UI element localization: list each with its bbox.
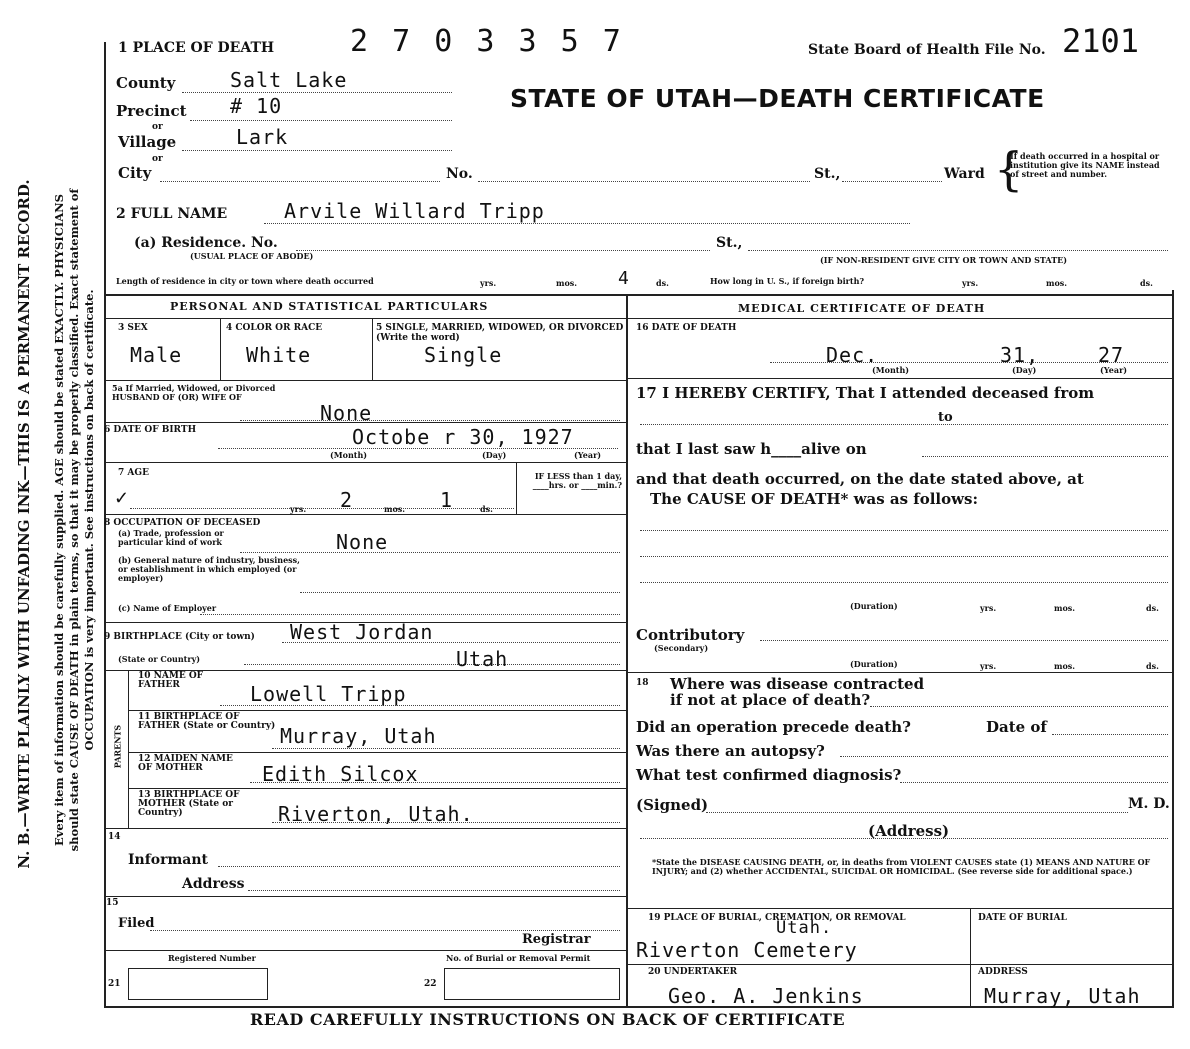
registrar-label: Registrar <box>522 932 591 947</box>
age-checkmark: ✓ <box>114 488 130 509</box>
secondary-caption: (Secondary) <box>654 643 709 653</box>
marital-value: Single <box>424 343 503 367</box>
length-yrs: yrs. <box>480 278 497 288</box>
birth-label: 6 DATE OF BIRTH <box>104 425 197 435</box>
row-rule-9 <box>128 788 628 789</box>
birth-state-caption: (State or Country) <box>118 654 201 664</box>
section-14-number: 14 <box>108 832 121 842</box>
certify-label: 17 I HEREBY CERTIFY, That I attended deceased from <box>636 384 1095 402</box>
medical-rule-3 <box>626 908 1174 909</box>
duration-yrs: yrs. <box>980 603 997 613</box>
residence-line <box>296 250 710 251</box>
attended-line <box>640 424 1168 425</box>
informant-line <box>218 866 620 867</box>
row-rule-3 <box>104 462 628 463</box>
occupation-line <box>240 552 620 553</box>
residence-st-line <box>748 250 1168 251</box>
where-contracted-label: Where was disease contracted if not at place of death? <box>670 675 925 709</box>
row-rule-7 <box>128 710 628 711</box>
county-label: County <box>116 74 176 92</box>
undertaker-label: 20 UNDERTAKER <box>648 967 738 977</box>
occurred-label: and that death occurred, on the date stated above, at <box>636 470 1084 488</box>
spouse-label: 5a If Married, Widowed, or Divorced HUSBAND OF (OR) WIFE OF <box>112 383 276 402</box>
section-15-number: 15 <box>106 898 119 908</box>
no-label: No. <box>446 166 473 182</box>
county-value: Salt Lake <box>230 68 348 92</box>
color-value: White <box>246 343 312 367</box>
duration-yrs-2: yrs. <box>980 661 997 671</box>
birthplace-label: 9 BIRTHPLACE (City or town) <box>104 632 255 642</box>
cause-line-1 <box>640 530 1168 531</box>
sex-label: 3 SEX <box>118 323 148 333</box>
duration-mos-2: mos. <box>1054 661 1076 671</box>
birth-year-caption: (Year) <box>574 450 602 460</box>
age-days-value: 1 <box>440 488 454 512</box>
industry-line <box>300 592 620 593</box>
informant-label: Informant <box>128 852 208 868</box>
death-month-caption: (Month) <box>872 365 910 375</box>
contributory-line <box>760 640 1168 641</box>
section-18-number: 18 <box>636 678 649 688</box>
sex-value: Male <box>130 343 183 367</box>
undertaker-address-label: ADDRESS <box>978 967 1028 977</box>
informant-address-line <box>248 890 620 891</box>
parents-divider <box>128 670 129 828</box>
side-instructions <box>15 24 41 1024</box>
mother-value: Edith Silcox <box>262 762 419 786</box>
side-line-1: N. B.—WRITE PLAINLY WITH UNFADING INK—THIS IS A PERMANENT RECORD. <box>15 179 33 869</box>
color-label: 4 COLOR OR RACE <box>226 323 323 333</box>
village-value: Lark <box>236 125 289 149</box>
cause-label: The CAUSE OF DEATH* was as follows: <box>650 490 979 508</box>
test-label: What test confirmed diagnosis? <box>636 766 902 784</box>
row-rule-4 <box>104 514 628 515</box>
foreign-mos: mos. <box>1046 278 1068 288</box>
row-rule-1 <box>104 380 628 381</box>
precinct-line <box>190 120 452 121</box>
duration-ds-2: ds. <box>1146 661 1159 671</box>
father-birthplace-label: 11 BIRTHPLACE OF FATHER (State or Country) <box>138 712 276 731</box>
father-birthplace-line <box>272 748 620 749</box>
informant-address-label: Address <box>182 876 245 892</box>
st-label: St., <box>814 166 841 182</box>
filed-label: Filed <box>118 916 155 931</box>
age-label: 7 AGE <box>118 468 149 478</box>
spouse-line <box>240 420 620 421</box>
certificate-title: STATE OF UTAH—DEATH CERTIFICATE <box>510 84 1045 113</box>
burial-permit-box <box>444 968 620 1000</box>
section-22-number: 22 <box>424 979 437 989</box>
death-day-caption: (Day) <box>1012 365 1037 375</box>
occupation-b-label: (b) General nature of industry, business, or establishment in which employed (or employer) <box>118 555 300 583</box>
file-no-value: 2101 <box>1062 22 1140 60</box>
birthplace-value: West Jordan <box>290 620 434 644</box>
full-name-value: Arvile Willard Tripp <box>284 199 545 223</box>
foreign-ds: ds. <box>1140 278 1153 288</box>
column-divider <box>626 294 628 1006</box>
undertaker-address-value: Murray, Utah <box>984 984 1141 1008</box>
occupation-label: 8 OCCUPATION OF DECEASED <box>104 518 261 528</box>
birth-month-caption: (Month) <box>330 450 368 460</box>
employer-line <box>200 614 620 615</box>
autopsy-label: Was there an autopsy? <box>636 742 825 760</box>
mother-birthplace-value: Riverton, Utah. <box>278 802 474 826</box>
place-of-death-label: 1 PLACE OF DEATH <box>118 40 275 56</box>
ward-label: Ward <box>944 166 985 182</box>
duration-label-2: (Duration) <box>850 659 898 669</box>
death-month-value: Dec. <box>826 343 879 367</box>
signed-line <box>706 812 1128 813</box>
burial-permit-label: No. of Burial or Removal Permit <box>446 953 591 963</box>
cause-line-3 <box>640 582 1168 583</box>
ward-brace: { <box>994 142 1024 196</box>
full-name-label: 2 FULL NAME <box>116 206 228 222</box>
to-label: to <box>938 410 953 425</box>
signed-label: (Signed) <box>636 796 709 814</box>
birth-state-line <box>244 664 620 665</box>
side-line-2: Every item of information should be carefully supplied. AGE should be stated EXACTLY. PHYSICIANS <box>52 194 66 847</box>
burial-place-value: Riverton Cemetery <box>636 938 858 962</box>
section-21-number: 21 <box>108 979 121 989</box>
duration-ds: ds. <box>1146 603 1159 613</box>
birth-day-caption: (Day) <box>482 450 507 460</box>
death-day-value: 31, <box>1000 343 1040 367</box>
sex-divider <box>220 318 221 380</box>
age-divider <box>516 462 517 514</box>
father-value: Lowell Tripp <box>250 682 407 706</box>
length-mos: mos. <box>556 278 578 288</box>
footer-instructions: READ CAREFULLY INSTRUCTIONS ON BACK OF CERTIFICATE <box>250 1010 846 1029</box>
filed-line <box>150 930 620 931</box>
registered-number-label: Registered Number <box>168 953 256 963</box>
age-yrs: yrs. <box>290 504 307 514</box>
medical-heading-rule <box>626 318 1174 319</box>
length-ds: ds. <box>656 278 669 288</box>
length-residence-label: Length of residence in city or town where death occurred <box>116 276 374 286</box>
burial-state-value: Utah. <box>776 918 833 938</box>
death-year-value: 27 <box>1098 343 1125 367</box>
village-label: Village <box>118 133 177 151</box>
burial-date-divider <box>970 908 971 1006</box>
file-no-label: State Board of Health File No. <box>808 42 1046 58</box>
stamp-number: 2 7 0 3 3 5 7 <box>350 24 624 59</box>
father-birthplace-value: Murray, Utah <box>280 724 437 748</box>
burial-place-label: 19 PLACE OF BURIAL, CREMATION, OR REMOVAL <box>648 913 906 923</box>
medical-rule-1 <box>626 378 1174 379</box>
operation-label: Did an operation precede death? <box>636 718 911 736</box>
where-contracted-line <box>870 706 1168 707</box>
test-line <box>900 782 1168 783</box>
mother-birthplace-label: 13 BIRTHPLACE OF MOTHER (State or Country) <box>138 790 240 818</box>
date-of-label: Date of <box>986 718 1047 736</box>
st-line <box>842 181 942 182</box>
usual-place-note: (USUAL PLACE OF ABODE) <box>190 251 314 261</box>
medical-rule-2 <box>626 672 1174 673</box>
birth-value: Octobe r 30, 1927 <box>352 425 574 449</box>
medical-rule-4 <box>626 964 1174 965</box>
section-top-rule <box>104 294 1174 296</box>
age-ds: ds. <box>480 504 493 514</box>
if-less-label: IF LESS than 1 day, ____hrs. or ____min.? <box>532 471 622 490</box>
duration-mos: mos. <box>1054 603 1076 613</box>
row-rule-10 <box>104 828 628 829</box>
no-line <box>478 181 810 182</box>
village-line <box>182 150 452 151</box>
cause-line-2 <box>640 556 1168 557</box>
age-line <box>130 508 514 509</box>
row-rule-8 <box>128 752 628 753</box>
last-saw-label: that I last saw h____alive on <box>636 440 867 458</box>
md-label: M. D. <box>1128 796 1170 812</box>
city-label: City <box>118 164 152 182</box>
row-rule-11 <box>104 896 628 897</box>
undertaker-value: Geo. A. Jenkins <box>668 984 864 1008</box>
foreign-yrs: yrs. <box>962 278 979 288</box>
or-label-2: or <box>152 154 163 164</box>
parents-label: PARENTS <box>112 724 123 769</box>
side-line-4: OCCUPATION is very important. See instructions on back of certificate. <box>82 289 96 751</box>
burial-date-label: DATE OF BURIAL <box>978 913 1067 923</box>
medical-heading: MEDICAL CERTIFICATE OF DEATH <box>738 302 986 315</box>
spouse-value: None <box>320 401 373 425</box>
age-mos: mos. <box>384 504 406 514</box>
precinct-value: # 10 <box>230 94 283 118</box>
occupation-value: None <box>336 530 389 554</box>
date-of-line <box>1052 734 1168 735</box>
marital-label: 5 SINGLE, MARRIED, WIDOWED, OR DIVORCED (Write the word) <box>376 323 624 343</box>
length-days-value: 4 <box>618 268 630 289</box>
birth-state-value: Utah <box>456 647 509 671</box>
employer-label: (c) Name of Employer <box>118 603 217 613</box>
mother-label: 12 MAIDEN NAME OF MOTHER <box>138 754 233 773</box>
or-label-1: or <box>152 122 163 132</box>
registered-number-box <box>128 968 268 1000</box>
physician-address-label: (Address) <box>868 822 950 840</box>
nonresident-note: (IF NON-RESIDENT GIVE CITY OR TOWN AND STATE) <box>820 255 1068 265</box>
row-rule-12 <box>104 950 628 951</box>
county-line <box>182 92 452 93</box>
last-saw-line <box>922 456 1168 457</box>
father-label: 10 NAME OF FATHER <box>138 671 204 690</box>
outer-border-right <box>1172 290 1174 1007</box>
full-name-line <box>264 223 910 224</box>
side-line-3: should state CAUSE OF DEATH in plain terms, so that it may be properly classified. Exact statement of <box>67 188 81 852</box>
foreign-birth-label: How long in U. S., if foreign birth? <box>710 276 865 286</box>
age-mos-value: 2 <box>340 488 354 512</box>
color-divider <box>372 318 373 380</box>
date-of-death-label: 16 DATE OF DEATH <box>636 323 737 333</box>
city-line <box>160 181 440 182</box>
death-year-caption: (Year) <box>1100 365 1128 375</box>
personal-heading-rule <box>104 318 628 319</box>
duration-label: (Duration) <box>850 601 898 611</box>
occupation-a-label: (a) Trade, profession or particular kind of work <box>118 528 224 547</box>
ward-note: If death occurred in a hospital or institution give its NAME instead of street and number. <box>1010 151 1160 179</box>
autopsy-line <box>840 756 1168 757</box>
cause-footnote: *State the DISEASE CAUSING DEATH, or, in deaths from VIOLENT CAUSES state (1) MEANS AND NATURE OF INJURY; and (2) whether ACCIDENTAL, SUICIDAL OR HOMICIDAL. (See reverse side for additional space.) <box>652 857 1151 876</box>
contributory-label: Contributory <box>636 626 745 644</box>
residence-label: (a) Residence. No. <box>134 235 278 251</box>
row-rule-2 <box>104 422 628 423</box>
precinct-label: Precinct <box>116 102 187 120</box>
personal-heading: PERSONAL AND STATISTICAL PARTICULARS <box>170 300 489 313</box>
residence-st-label: St., <box>716 235 743 251</box>
